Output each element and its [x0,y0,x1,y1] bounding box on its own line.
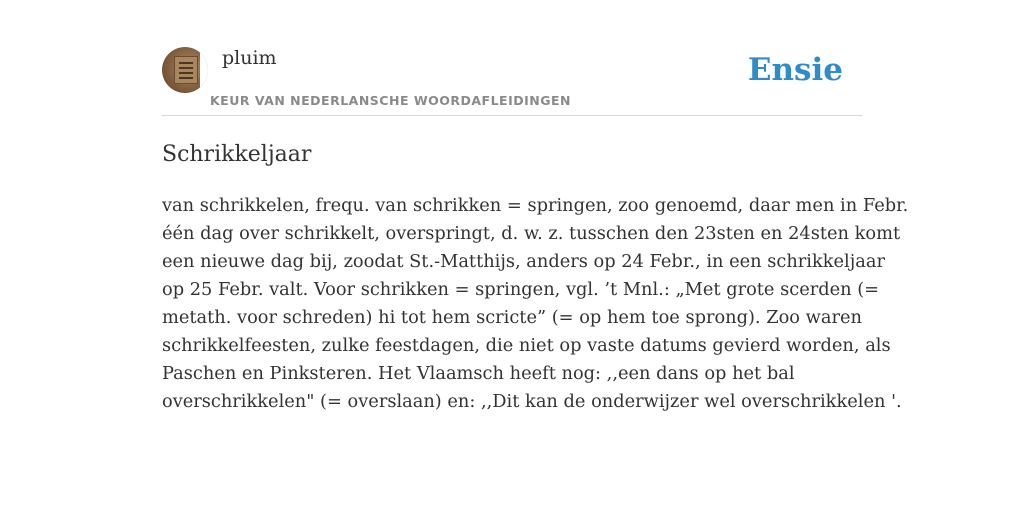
source-label[interactable]: KEUR VAN NEDERLANSCHE WOORDAFLEIDINGEN [210,93,571,108]
definition-line: schrikkelfeesten, zulke feestdagen, die niet op vaste datums gevierd worden, als [162,335,891,356]
definition-line: van schrikkelen, frequ. van schrikken = springen, zoo genoemd, daar men in Febr. [162,195,909,216]
entry-title: Schrikkeljaar [162,142,312,167]
entry-definition [162,192,909,416]
definition-line: een nieuwe dag bij, zoodat St.-Matthijs, anders op 24 Febr., in een schrikkeljaar [162,251,885,272]
user-avatar[interactable] [162,47,208,93]
book-avatar-icon [174,56,198,84]
entry-header [162,46,862,116]
definition-line: overschrikkelen" (= overslaan) en: ,,Dit kan de onderwijzer wel overschrikkelen '. [162,391,902,412]
definition-line: op 25 Febr. valt. Voor schrikken = springen, vgl. ’t Mnl.: „Met grote scerden (= [162,279,880,300]
user-name-link[interactable]: pluim [222,47,277,69]
definition-line: metath. voor schreden) hi tot hem scricte” (= op hem toe sprong). Zoo waren [162,307,862,328]
ensie-logo[interactable]: Ensie [747,52,843,88]
definition-line: één dag over schrikkelt, overspringt, d. w. z. tusschen den 23sten en 24sten komt [162,223,901,244]
definition-line: Paschen en Pinksteren. Het Vlaamsch heeft nog: ,,een dans op het bal [162,363,795,384]
